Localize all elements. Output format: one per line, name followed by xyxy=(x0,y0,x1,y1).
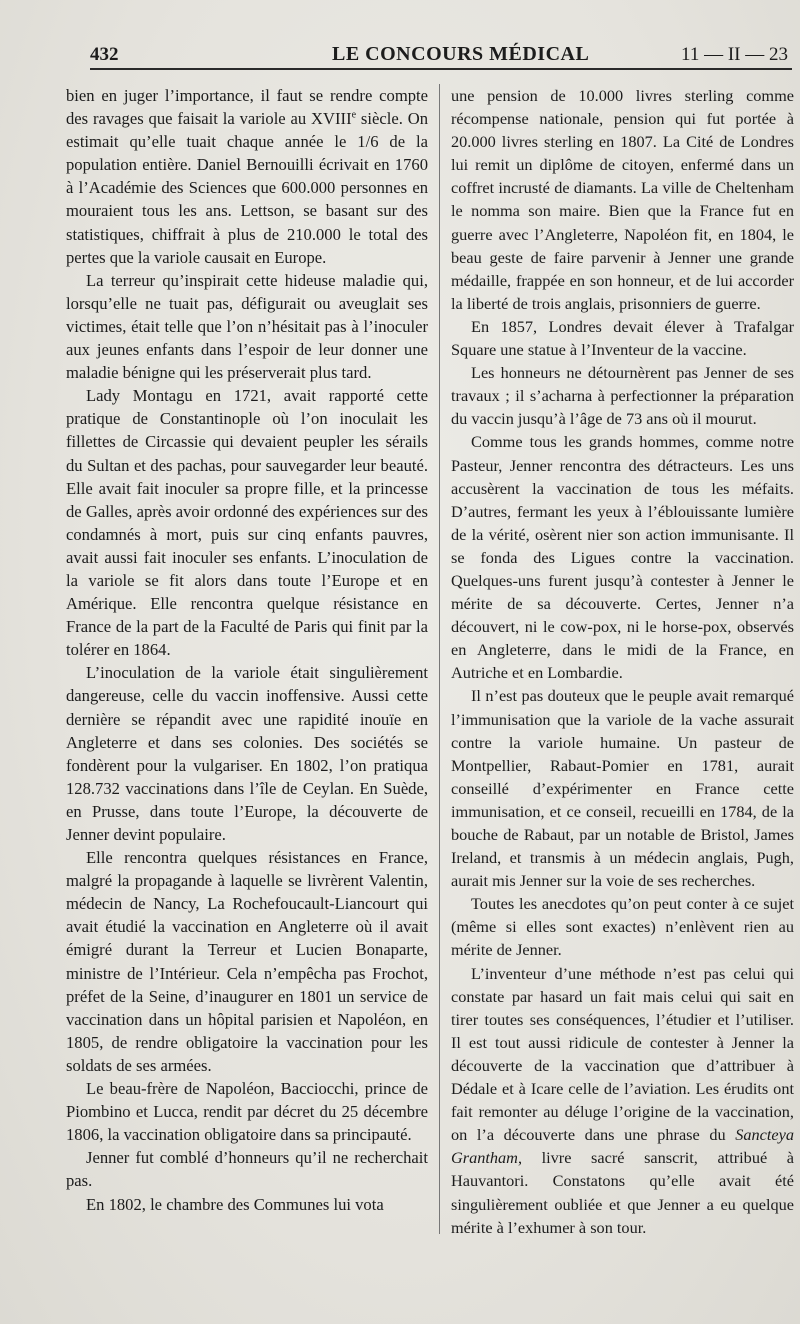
left-paragraph-2: La terreur qu’inspirait cette hideuse maladie qui, lorsqu’elle ne tuait pas, défigurait ou aveuglait ses victimes, était telle que l’on n’hésitait pas à l’inoculer aux jeunes enfants dans l’espoir de leur donner une maladie bénigne qui les préserverait plus tard. xyxy=(66,270,428,383)
left-paragraph-1 xyxy=(66,84,428,269)
right-paragraph-5: Il n’est pas douteux que le peuple avait remarqué l’immunisation que la variole de la vache assurait contre la variole humaine. Un pasteur de Montpellier, Rabaut-Pomier en 1781, aurait conseillé d’expérimenter en France cette immunisation, et ce conseil, recueilli en 1784, de la bouche de Rabaut, par un notable de Bristol, James Ireland, et transmis à un médecin anglais, Pugh, aurait mis Jenner sur la voie de ses recherches. xyxy=(451,686,794,891)
column-divider xyxy=(439,84,440,1234)
right-paragraph-3: Les honneurs ne détournèrent pas Jenner de ses travaux ; il s’acharna à perfectionner la préparation du vaccin jusqu’à l’âge de 73 ans où il mourut. xyxy=(451,363,794,429)
page-header xyxy=(90,40,792,70)
left-paragraph-4: L’inoculation de la variole était singulièrement dangereuse, celle du vaccin inoffensive. Aussi cette dernière se répandit avec une rapidité inouïe en Angleterre et dans ses colonies. Des sociétés se fondèrent pour la vulgariser. En 1802, l’on pratiqua 128.732 vaccinations dans l’île de Ceylan. En Suède, en Prusse, dans toute l’Europe, la découverte de Jenner devint populaire. xyxy=(66,663,428,844)
text-run: , livre sacré sanscrit, attribué à Hauvantori. Constatons qu’elle avait été singulièrement oubliée et que Jenner a eu quelque mérite à l’exhumer à son tour. xyxy=(451,1148,794,1237)
left-paragraph-7: Jenner fut comblé d’honneurs qu’il ne recherchait pas. xyxy=(66,1148,428,1191)
left-paragraph-6: Le beau-frère de Napoléon, Bacciocchi, prince de Piombino et Lucca, rendit par décret du 25 décembre 1806, la vaccination obligatoire dans sa principauté. xyxy=(66,1079,428,1145)
text-run: siècle. On estimait qu’elle tuait chaque année le 1/6 de la population entière. Daniel Bernouilli écrivait en 1760 à l’Académie des Sciences que 600.000 personnes en mouraient tous les ans. Lettson, se basant sur des statistiques, chiffrait à plus de 210.000 le total des pertes que la variole causait en Europe. xyxy=(66,109,428,267)
left-paragraph-8: En 1802, le chambre des Communes lui vota xyxy=(86,1194,384,1214)
left-paragraph-5: Elle rencontra quelques résistances en France, malgré la propagande à laquelle se livrèrent Valentin, médecin de Nancy, La Rochefoucault-Liancourt qui avait étudié la vaccination en Angleterre où il avait émigré durant la Terreur et Lucien Bonaparte, ministre de l’Intérieur. Cela n’empêcha pas Frochot, préfet de la Seine, d’inaugurer en 1801 un service de vaccination dans un hôpital parisien et Napoléon, en 1805, de rendre obligatoire la vaccination pour les soldats de ses armées. xyxy=(66,848,428,1075)
right-column xyxy=(451,84,794,1239)
left-column xyxy=(66,84,428,1216)
right-paragraph-4: Comme tous les grands hommes, comme notre Pasteur, Jenner rencontra des détracteurs. Les uns accusèrent la vaccination de tous les méfaits. D’autres, fermant les yeux à l’éblouissante lumière de la vérité, osèrent nier son action immunisante. Il se fonda des Ligues contre la vaccination. Quelques-uns furent jusqu’à contester à Jenner le mérite de sa découverte. Certes, Jenner n’a découvert, ni le cow-pox, ni le horse-pox, observés en Angleterre, dans le midi de la France, en Autriche et en Lombardie. xyxy=(451,432,794,683)
text-run: bien en juger l’importance, il faut se rendre compte des ravages que faisait la variole au XVIII xyxy=(66,86,428,129)
journal-title: LE CONCOURS MÉDICAL xyxy=(332,43,590,65)
issue-date: 11 — II — 23 xyxy=(681,44,788,65)
page-number: 432 xyxy=(90,44,119,65)
superscript: e xyxy=(351,109,357,121)
book-title: Sancteya Grantham xyxy=(451,1125,794,1168)
text-run: L’inventeur d’une méthode n’est pas celui qui constate par hasard un fait mais celui qui sait en tirer toutes ses conséquences, l’étudier et l’utiliser. Il est tout aussi ridicule de contester à Jenner la découverte de la vaccination que d’attribuer à Dédale et à Icare celle de l’aviation. Les érudits ont fait remonter au déluge l’origine de la vaccination, on l’a découverte dans une phrase du xyxy=(451,963,794,1145)
right-paragraph-7 xyxy=(451,962,794,1239)
right-paragraph-2: En 1857, Londres devait élever à Trafalgar Square une statue à l’Inventeur de la vaccine. xyxy=(451,316,794,360)
left-paragraph-3: Lady Montagu en 1721, avait rapporté cette pratique de Constantinople où l’on inoculait les fillettes de Circassie qui devaient peupler les sérails du Sultan et des pachas, pour sauvegarder leur beauté. Elle avait fait inoculer sa propre fille, et la princesse de Galles, après avoir ordonné des expériences sur des condamnés à mort, puis sur cinq enfants pauvres, avait aussi fait inoculer ses enfants. L’inoculation de la variole se fit alors dans toute l’Europe et en Amérique. Elle rencontra quelque résistance en France de la part de la Faculté de Paris qui finit par la tolérer en 1864. xyxy=(66,386,428,660)
right-paragraph-6: Toutes les anecdotes qu’on peut conter à ce sujet (même si elles sont exactes) n’enlèvent rien au mérite de Jenner. xyxy=(451,894,794,960)
right-paragraph-1: une pension de 10.000 livres sterling comme récompense nationale, pension qui fut portée à 20.000 livres sterling en 1807. La Cité de Londres lui remit un diplôme de citoyen, enfermé dans un coffret incrusté de diamants. La ville de Cheltenham le nomma son maire. Bien que la France fut en guerre avec l’Angleterre, Napoléon fit, en 1804, le beau geste de faire parvenir à Jenner une grande médaille, frappée en son honneur, et de lui accorder la liberté de trois anglais, prisonniers de guerre. xyxy=(451,86,794,313)
